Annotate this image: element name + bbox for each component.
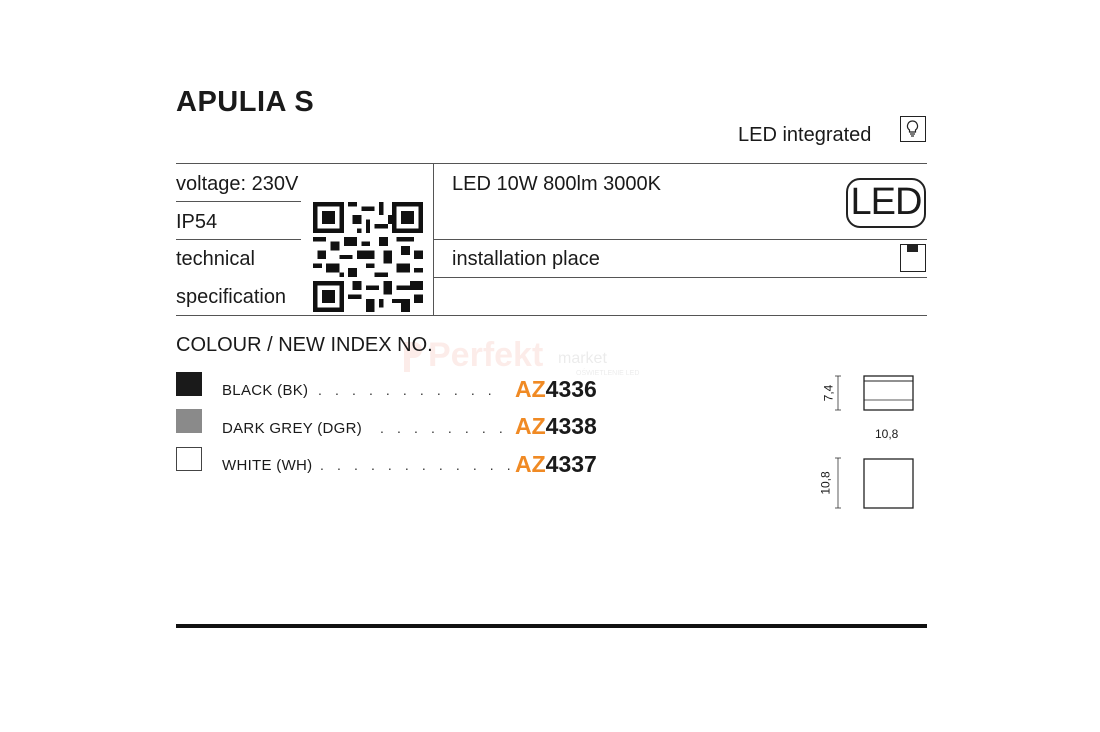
- ceiling-mount-icon: [900, 244, 926, 272]
- colour-label-white: WHITE (WH): [222, 457, 313, 474]
- index-prefix: AZ: [515, 376, 546, 402]
- watermark-suffix: market: [558, 350, 607, 367]
- top-view-drawing: [820, 452, 920, 512]
- leader-dots: . . . . . . . . .: [380, 420, 525, 436]
- index-number: 4337: [545, 451, 597, 477]
- index-code-dark-grey: [515, 413, 597, 440]
- colour-label-dark-grey: DARK GREY (DGR): [222, 420, 363, 437]
- led-badge: LED: [846, 178, 926, 228]
- height-dimension: 7,4: [821, 384, 836, 402]
- light-source-label: LED integrated: [738, 124, 872, 146]
- colour-label-black: BLACK (BK): [222, 382, 309, 399]
- led-spec: LED 10W 800lm 3000K: [452, 173, 662, 195]
- technical-label: technical: [176, 248, 255, 270]
- colour-heading: COLOUR / NEW INDEX NO.: [176, 334, 433, 356]
- leader-dots: . . . . . . . . . . . .: [320, 457, 516, 473]
- index-number: 4336: [545, 376, 597, 402]
- row-rule: [176, 201, 301, 202]
- depth-dimension: 10,8: [818, 471, 833, 495]
- row-rule: [434, 277, 927, 278]
- installation-place: installation place: [452, 248, 600, 270]
- qr-code-icon[interactable]: [313, 202, 423, 312]
- watermark-tagline: OŚWIETLENIE LED: [576, 370, 640, 377]
- watermark-brand: Perfekt: [428, 336, 544, 374]
- voltage-spec: voltage: 230V: [176, 173, 299, 195]
- ip-rating: IP54: [176, 211, 218, 233]
- swatch-black: [176, 372, 202, 396]
- table-bottom-rule: [176, 315, 927, 316]
- index-code-black: [515, 376, 597, 403]
- swatch-white: [176, 447, 202, 471]
- row-rule: [176, 239, 301, 240]
- width-dimension: 10,8: [875, 427, 899, 441]
- row-rule: [434, 239, 927, 240]
- product-title: APULIA S: [176, 86, 315, 118]
- swatch-dark-grey: [176, 409, 202, 433]
- index-code-white: [515, 451, 597, 478]
- index-prefix: AZ: [515, 451, 546, 477]
- leader-dots: . . . . . . . . . . .: [318, 382, 497, 398]
- specification-label: specification: [176, 286, 287, 308]
- index-number: 4338: [545, 413, 597, 439]
- table-top-rule: [176, 163, 927, 164]
- index-prefix: AZ: [515, 413, 546, 439]
- side-view-drawing: [820, 372, 920, 416]
- light-bulb-icon: [900, 116, 926, 142]
- footer-rule: [176, 624, 927, 628]
